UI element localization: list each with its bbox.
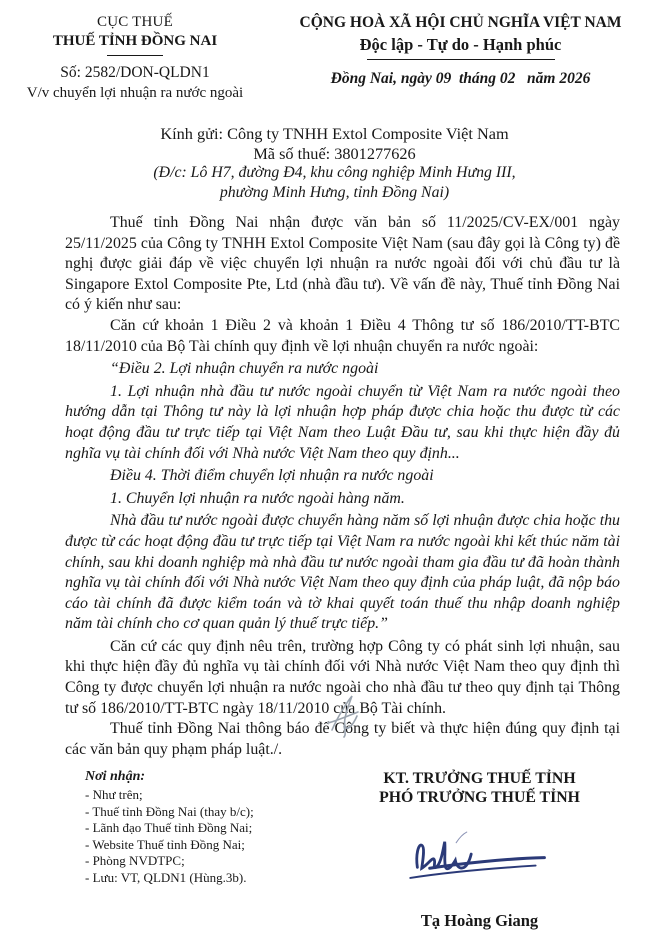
signer-title-line-1: KT. TRƯỞNG THUẾ TỈNH xyxy=(383,770,576,788)
handwritten-initial-mark xyxy=(322,692,364,738)
dateline: Đồng Nai, ngày 09 tháng 02 năm 2026 xyxy=(330,70,591,87)
subject-line: V/v chuyển lợi nhuận ra nước ngoài xyxy=(26,85,244,101)
doc-number: Số: 2582/DON-QLDN1 xyxy=(60,64,210,81)
issuing-org-block xyxy=(0,14,270,102)
quote-article-2-heading: “Điều 2. Lợi nhuận chuyển ra nước ngoài xyxy=(110,360,379,378)
body-paragraph-3: Căn cứ các quy định nêu trên, trường hợp Công ty có phát sinh lợi nhuận, sau khi thực hiện đầy đủ nghĩa vụ tài chính đối với Nhà nước Việt Nam theo quy định thì Công ty được chuyển lợi nhuận ra nước ngoài cho nhà đầu tư theo quy định tại Thông tư số 186/2010/TT-BTC ngày 18/11/2010 của Bộ Tài chính. xyxy=(65,637,620,717)
signature-area xyxy=(330,807,629,903)
org-underline xyxy=(107,55,163,56)
quote-article-4-clause-1: 1. Chuyển lợi nhuận ra nước ngoài hàng năm. xyxy=(110,489,405,507)
national-title: CỘNG HOÀ XÃ HỘI CHỦ NGHĨA VIỆT NAM xyxy=(299,14,622,31)
national-header-block xyxy=(270,14,669,102)
signer-name: Tạ Hoàng Giang xyxy=(420,911,539,931)
motto-underline xyxy=(367,59,555,60)
letterhead xyxy=(0,0,669,102)
quote-article-4-text: Nhà đầu tư nước ngoài được chuyển hàng năm số lợi nhuận được chia hoặc thu được từ các hoạt động đầu tư trực tiếp tại Việt Nam ra nước ngoài khi kết thúc năm tài chính, sau khi doanh nghiệp mà nhà đầu tư nước ngoài tham gia đầu tư đã hoàn thành nghĩa vụ tài chính đối với Nhà nước Việt Nam theo quy định của pháp luật, đã nộp báo cáo tài chính đã được kiểm toán và tờ khai quyết toán thuế thu nhập doanh nghiệp năm tài chính cho cơ quan quản lý thuế trực tiếp.” xyxy=(65,512,620,633)
body-paragraph-1: Thuế tỉnh Đồng Nai nhận được văn bản số 11/2025/CV-EX/001 ngày 25/11/2025 của Công ty TNHH Extol Composite Việt Nam (sau đây gọi là Công ty) đề nghị được giải đáp về việc chuyển lợi nhuận ra nước ngoài đối với chủ đầu tư là Singapore Extol Composite Pte, Ltd (nhà đầu tư). Về vấn đề này, Thuế tỉnh Đồng Nai có ý kiến như sau: xyxy=(65,214,620,314)
signer-title-line-2: PHÓ TRƯỞNG THUẾ TỈNH xyxy=(379,789,580,807)
footer xyxy=(0,769,669,931)
body-paragraph-4: Thuế tỉnh Đồng Nai thông báo để Công ty biết và thực hiện đúng quy định tại các văn bản quy phạm pháp luật./. xyxy=(65,720,620,758)
recipients-block xyxy=(0,769,330,931)
recipient-line: Kính gửi: Công ty TNHH Extol Composite Việt Nam xyxy=(160,124,509,143)
tax-id-line: Mã số thuế: 3801277626 xyxy=(253,143,416,163)
recipient-block xyxy=(0,124,669,202)
recipient-item: - Như trên; xyxy=(85,787,143,803)
parent-org-name: CỤC THUẾ xyxy=(97,14,173,30)
org-name: THUẾ TỈNH ĐỒNG NAI xyxy=(52,33,218,49)
recipients-list xyxy=(85,787,330,886)
recipient-item: - Lưu: VT, QLDN1 (Hùng.3b). xyxy=(85,869,247,885)
address-line-1: (Đ/c: Lô H7, đường Đ4, khu công nghiệp Minh Hưng III, xyxy=(153,164,516,181)
national-motto: Độc lập - Tự do - Hạnh phúc xyxy=(359,35,562,54)
signature-block xyxy=(330,769,669,931)
quote-article-4-heading: Điều 4. Thời điểm chuyển lợi nhuận ra nước ngoài xyxy=(110,467,434,485)
address-line-2: phường Minh Hưng, tỉnh Đồng Nai) xyxy=(219,183,450,201)
recipient-item: - Website Thuế tỉnh Đồng Nai; xyxy=(85,836,245,852)
body-paragraph-2: Căn cứ khoản 1 Điều 2 và khoản 1 Điều 4 Thông tư số 186/2010/TT-BTC 18/11/2010 của Bộ Tài chính quy định về lợi nhuận chuyển ra nước ngoài: xyxy=(65,316,620,355)
recipient-item: - Phòng NVDTPC; xyxy=(85,853,185,869)
letter-body xyxy=(65,213,620,760)
quote-article-2-clause-1: 1. Lợi nhuận nhà đầu tư nước ngoài chuyển từ Việt Nam ra nước ngoài theo hướng dẫn tại Thông tư này là lợi nhuận hợp pháp được chia hoặc thu được từ các hoạt động đầu tư trực tiếp tại Việt Nam theo Luật Đầu tư, sau khi thực hiện đầy đủ nghĩa vụ tài chính đối với Nhà nước Việt Nam theo quy định... xyxy=(65,382,620,462)
recipient-item: - Lãnh đạo Thuế tỉnh Đồng Nai; xyxy=(85,820,253,836)
recipients-label: Nơi nhận: xyxy=(85,769,146,785)
signature-image xyxy=(405,826,555,884)
recipient-item: - Thuế tỉnh Đồng Nai (thay b/c); xyxy=(85,803,254,819)
